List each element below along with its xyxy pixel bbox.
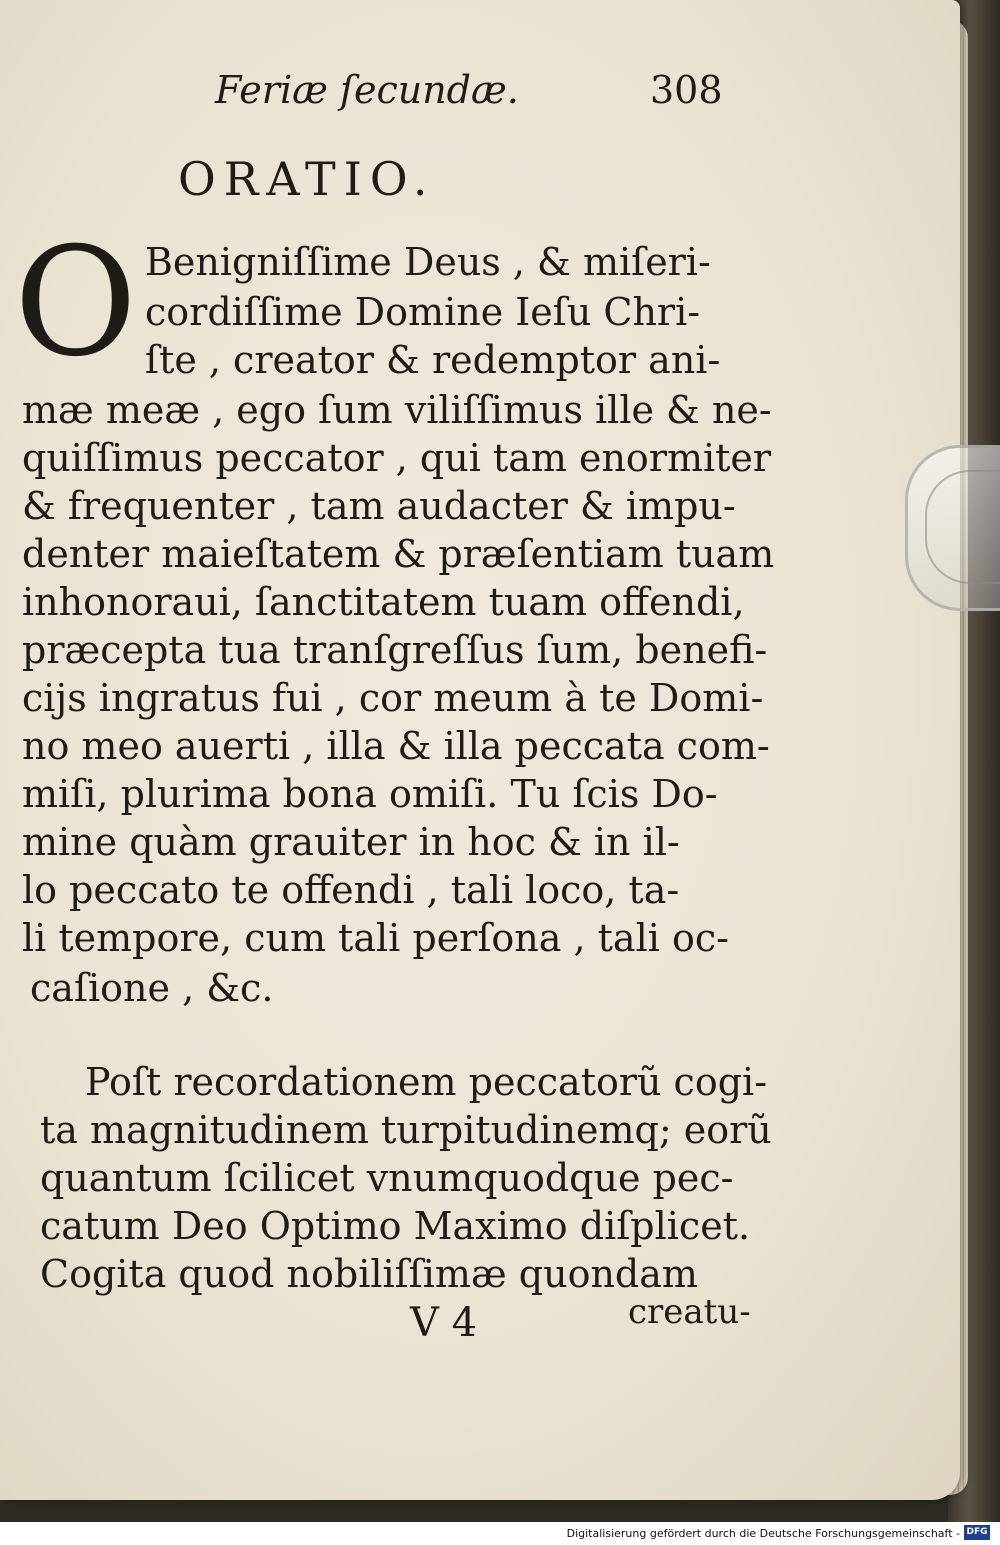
funding-credit: Digitalisierung gefördert durch die Deutsche Forschungsgemeinschaft - bbox=[566, 1527, 960, 1540]
text-line: Cogita quod nobiliſſimæ quondam bbox=[40, 1252, 698, 1296]
text-line: quantum ſcilicet vnumquodque pec- bbox=[40, 1156, 734, 1200]
text-line: cordiſſime Domine Ieſu Chri- bbox=[145, 290, 701, 334]
text-line: mine quàm grauiter in hoc & in il- bbox=[22, 820, 680, 864]
text-line: mæ meæ , ego ſum viliſſimus ille & ne- bbox=[22, 388, 772, 432]
section-heading: ORATIO. bbox=[178, 152, 436, 206]
page-number: 308 bbox=[650, 68, 723, 112]
text-line: Poſt recordationem peccatorũ cogi- bbox=[85, 1060, 768, 1104]
text-line: denter maieſtatem & præſentiam tuam bbox=[22, 532, 775, 576]
text-line: Benigniſſime Deus , & miſeri- bbox=[145, 240, 711, 284]
text-line: catum Deo Optimo Maximo diſplicet. bbox=[40, 1204, 751, 1248]
text-line: ta magnitudinem turpitudinemq; eorũ bbox=[40, 1108, 772, 1152]
text-line: ſte , creator & redemptor ani- bbox=[145, 338, 721, 382]
signature-mark: V 4 bbox=[410, 1300, 478, 1346]
catchword: creatu- bbox=[628, 1292, 751, 1332]
text-line: & frequenter , tam audacter & impu- bbox=[22, 484, 736, 528]
text-line: miſi, plurima bona omiſi. Tu ſcis Do- bbox=[22, 772, 718, 816]
text-line: cijs ingratus fui , cor meum à te Domi- bbox=[22, 676, 764, 720]
dfg-logo-icon: DFG bbox=[964, 1525, 990, 1540]
drop-cap: O bbox=[14, 216, 137, 390]
running-head: Feriæ ſecundæ. bbox=[215, 68, 519, 112]
text-line: no meo auerti , illa & illa peccata com- bbox=[22, 724, 770, 768]
text-line: li tempore, cum tali perſona , tali oc- bbox=[22, 916, 729, 960]
text-line: quiſſimus peccator , qui tam enormiter bbox=[22, 436, 772, 480]
text-line: lo peccato te offendi , tali loco, ta- bbox=[22, 868, 680, 912]
clasp-inner-icon bbox=[925, 470, 1000, 584]
text-line: inhonoraui, ſanctitatem tuam offendi, bbox=[22, 580, 745, 624]
text-line: præcepta tua tranſgreſſus ſum, benefi- bbox=[22, 628, 768, 672]
text-line: caſione , &c. bbox=[30, 966, 274, 1010]
